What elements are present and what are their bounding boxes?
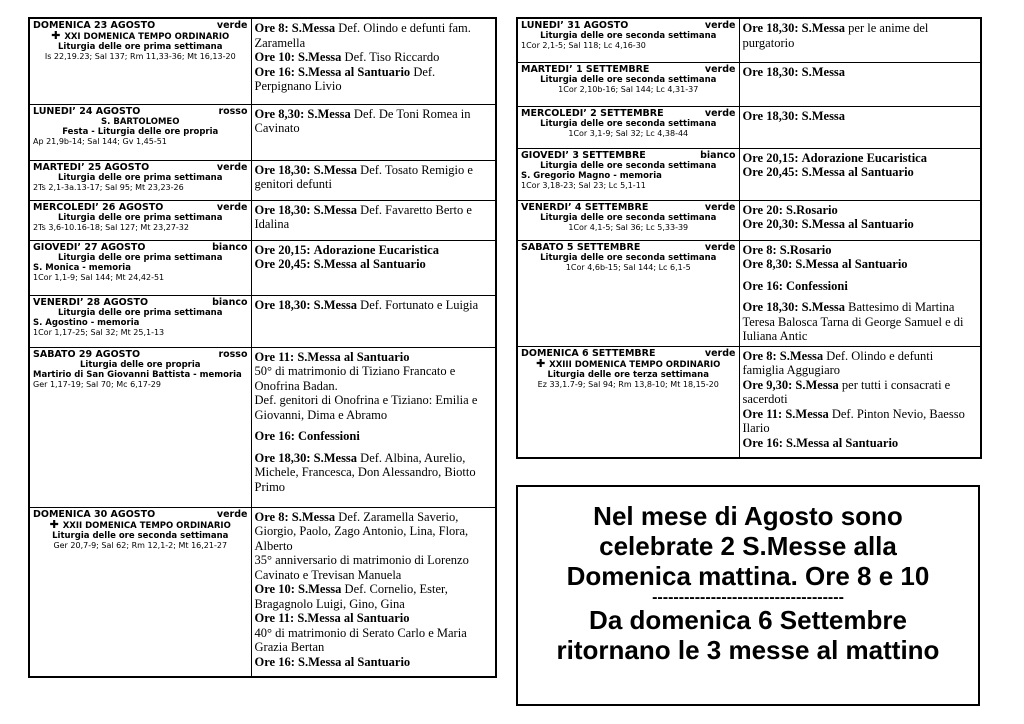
readings: Is 22,19.23; Sal 137; Rm 11,33-36; Mt 16,13-20 [44, 52, 236, 61]
liturgy-week: Liturgia delle ore prima settimana [58, 307, 223, 318]
schedule-row [29, 347, 496, 507]
liturgical-color: rosso [218, 348, 248, 360]
cross-icon: ✚ [49, 517, 63, 531]
liturgy-week: Liturgia delle ore prima settimana [58, 212, 223, 223]
liturgy-week: Liturgia delle ore seconda settimana [540, 118, 717, 129]
mass-entry [255, 364, 493, 393]
mass-entry [255, 553, 493, 582]
liturgical-color: verde [704, 241, 736, 253]
mass-description: S.Messa Def. Olindo e defunti famiglia Aggugiaro [742, 348, 934, 377]
mass-entry [743, 279, 978, 294]
mass-description: S.Messa Def. Favaretto Berto e Idalina [254, 202, 472, 231]
day-header [521, 150, 736, 161]
cross-icon: ✚ [536, 356, 550, 370]
schedule-row [517, 148, 981, 200]
day-title: MARTEDI’ 1 SETTEMBRE [521, 63, 650, 75]
mass-time: Ore 18,30: [254, 297, 311, 312]
liturgical-color: verde [704, 107, 736, 119]
liturgy-week: Liturgia delle ore propria [79, 359, 201, 370]
day-subtitle [33, 517, 248, 531]
day-header [521, 348, 736, 359]
mass-entry [255, 163, 493, 192]
saint-memorial: S. Agostino - memoria [33, 317, 140, 328]
mass-time: Ore 16: [254, 654, 295, 669]
day-header [33, 106, 248, 117]
day-info-cell [517, 106, 739, 148]
masses-cell [739, 18, 981, 62]
mass-entry [255, 655, 493, 670]
mass-description: S.Messa per le anime del purgatorio [742, 21, 929, 50]
right-schedule-table [516, 17, 982, 459]
day-header [33, 162, 248, 173]
liturgical-color: bianco [212, 296, 248, 308]
mass-entry [255, 451, 493, 495]
mass-description: S.Messa Def. Tosato Remigio e genitori defunti [254, 162, 473, 191]
mass-time: Ore 16: [254, 64, 295, 79]
day-title: DOMENICA 30 AGOSTO [33, 508, 156, 520]
masses-cell [739, 200, 981, 240]
mass-description: 50° di matrimonio di Tiziano Francato e Onofrina Badan. [254, 364, 456, 393]
readings: Ez 33,1.7-9; Sal 94; Rm 13,8-10; Mt 18,15-20 [537, 379, 719, 389]
saint-memorial: Martirio di San Giovanni Battista - memoria [33, 369, 242, 380]
schedule-row [517, 346, 981, 458]
day-title: MARTEDI’ 25 AGOSTO [33, 161, 150, 173]
liturgical-color: verde [216, 161, 248, 173]
day-title: SABATO 5 SETTEMBRE [521, 241, 641, 253]
liturgy-week: Liturgia delle ore terza settimana [547, 369, 709, 380]
day-header [33, 20, 248, 31]
mass-time: Ore 8,30: [254, 106, 305, 121]
day-info-cell [517, 346, 739, 458]
day-subtitle-text: XXIII DOMENICA TEMPO ORDINARIO [549, 359, 721, 370]
readings: Ger 1,17-19; Sal 70; Mc 6,17-29 [33, 379, 161, 389]
mass-entry [255, 65, 493, 94]
mass-entry [743, 217, 978, 232]
day-header [521, 20, 736, 31]
readings: 1Cor 4,6b-15; Sal 144; Lc 6,1-5 [565, 262, 691, 272]
mass-time: Ore 20,15: [742, 150, 799, 165]
liturgical-color: verde [216, 508, 248, 520]
schedule-row [29, 200, 496, 240]
masses-cell [251, 295, 496, 347]
day-info-cell [29, 240, 251, 295]
readings: 1Cor 2,10b-16; Sal 144; Lc 4,31-37 [558, 84, 699, 94]
mass-time: Ore 18,30: [254, 202, 311, 217]
day-header [33, 297, 248, 308]
mass-time: Ore 8: [742, 348, 777, 363]
mass-entry [255, 429, 493, 444]
day-title: SABATO 29 AGOSTO [33, 348, 141, 360]
day-title: DOMENICA 23 AGOSTO [33, 20, 156, 31]
day-title: MERCOLEDI’ 2 SETTEMBRE [521, 107, 664, 119]
mass-description: S.Rosario [779, 242, 832, 257]
liturgical-color: rosso [218, 105, 248, 117]
mass-time: Ore 18,30: [742, 108, 799, 123]
schedule-row [517, 106, 981, 148]
mass-time: Ore 16: [742, 435, 783, 450]
masses-cell [739, 346, 981, 458]
day-title: MERCOLEDI’ 26 AGOSTO [33, 201, 164, 213]
notice-box [516, 485, 980, 706]
day-subtitle-text: Festa - Liturgia delle ore propria [62, 126, 219, 137]
mass-description: S.Messa Def. Fortunato e Luigia [313, 297, 479, 312]
mass-entry [743, 151, 978, 166]
saint-memorial: S. Monica - memoria [33, 262, 131, 273]
mass-entry [255, 611, 493, 626]
readings: 1Cor 3,18-23; Sal 23; Lc 5,1-11 [521, 180, 646, 190]
mass-description: S.Messa [801, 64, 846, 79]
day-info-cell [29, 200, 251, 240]
readings: 1Cor 4,1-5; Sal 36; Lc 5,33-39 [568, 222, 689, 232]
readings: 2Ts 2,1-3a.13-17; Sal 95; Mt 23,23-26 [33, 182, 184, 192]
mass-time: Ore 11: [254, 349, 295, 364]
liturgical-color: verde [704, 20, 736, 31]
liturgy-week: Liturgia delle ore prima settimana [58, 172, 223, 183]
day-header [33, 349, 248, 360]
readings: Ap 21,9b-14; Sal 144; Gv 1,45-51 [33, 136, 167, 146]
day-title: DOMENICA 6 SETTEMBRE [521, 347, 656, 359]
mass-entry [255, 626, 493, 655]
mass-entry [255, 243, 493, 258]
day-header [521, 108, 736, 119]
day-subtitle [33, 117, 248, 127]
mass-entry [743, 165, 978, 180]
liturgical-color: verde [216, 20, 248, 31]
readings: Ger 20,7-9; Sal 62; Rm 12,1-2; Mt 16,21-27 [53, 540, 228, 550]
mass-time: Ore 18,30: [742, 64, 799, 79]
liturgical-color: verde [704, 63, 736, 75]
day-header [521, 242, 736, 253]
mass-entry [255, 50, 493, 65]
masses-cell [739, 240, 981, 346]
schedule-row [29, 104, 496, 160]
mass-entry [255, 298, 493, 313]
saint-memorial: S. Gregorio Magno - memoria [521, 170, 662, 181]
liturgy-week: Liturgia delle ore seconda settimana [540, 160, 717, 171]
mass-entry [255, 203, 493, 232]
day-subtitle-text: S. BARTOLOMEO [101, 116, 180, 127]
masses-cell [251, 200, 496, 240]
mass-entry [255, 393, 493, 422]
masses-cell [251, 104, 496, 160]
mass-entry [255, 350, 493, 365]
liturgy-week: Liturgia delle ore seconda settimana [52, 530, 229, 541]
mass-entry [743, 109, 978, 124]
mass-description: S.Messa al Santuario [298, 654, 411, 669]
mass-time: Ore 20: [742, 202, 783, 217]
masses-cell [739, 148, 981, 200]
day-subtitle [521, 356, 736, 370]
mass-description: S.Rosario [786, 202, 838, 217]
liturgical-color: bianco [212, 241, 248, 253]
masses-cell [251, 507, 496, 677]
day-info-cell [517, 240, 739, 346]
mass-time: Ore 10: [254, 50, 295, 64]
mass-description: S.Messa al Santuario [313, 257, 426, 271]
mass-description: S.Messa Def. Tiso Riccardo [298, 50, 440, 64]
day-header [521, 202, 736, 213]
mass-time: Ore 16: [742, 278, 783, 293]
mass-entry [743, 300, 978, 344]
mass-description: Def. genitori di Onofrina e Tiziano: Emilia e Giovanni, Dima e Abramo [254, 393, 478, 422]
mass-time: Ore 16: [254, 429, 295, 443]
day-header [33, 509, 248, 520]
mass-description: S.Messa al Santuario [297, 349, 410, 364]
schedule-row [29, 507, 496, 677]
day-title: VENERDI’ 4 SETTEMBRE [521, 201, 649, 213]
mass-description: 35° anniversario di matrimonio di Lorenzo Cavinato e Trevisan Manuela [254, 553, 469, 582]
mass-description: Confessioni [298, 429, 360, 443]
day-info-cell [517, 62, 739, 106]
mass-time: Ore 18,30: [742, 300, 799, 314]
mass-entry [743, 65, 978, 80]
schedule-row [29, 160, 496, 200]
masses-cell [251, 240, 496, 295]
mass-description: S.Messa al Santuario [786, 435, 899, 450]
mass-time: Ore 11: [742, 406, 783, 421]
mass-description: S.Messa al Santuario [795, 257, 908, 271]
mass-time: Ore 18,30: [254, 450, 311, 465]
mass-time: Ore 11: [254, 611, 295, 625]
day-info-cell [29, 347, 251, 507]
masses-cell [251, 160, 496, 200]
day-header [33, 202, 248, 213]
day-info-cell [29, 295, 251, 347]
mass-description: S.Messa Def. Olindo e defunti fam. Zaramella [254, 21, 471, 50]
day-info-cell [29, 507, 251, 677]
mass-entry [743, 436, 978, 451]
mass-time: Ore 20,45: [254, 257, 311, 271]
mass-description: S.Messa al Santuario [801, 217, 914, 231]
mass-description: Confessioni [786, 278, 848, 293]
mass-description: S.Messa Def. Cornelio, Ester, Bragagnolo Luigi, Gino, Gina [254, 582, 448, 611]
day-subtitle-text: XXII DOMENICA TEMPO ORDINARIO [62, 520, 231, 531]
mass-time: Ore 20,15: [254, 242, 311, 257]
mass-entry [743, 407, 978, 436]
mass-time: Ore 20,45: [742, 165, 799, 179]
liturgy-week: Liturgia delle ore prima settimana [58, 252, 223, 263]
readings: 1Cor 3,1-9; Sal 32; Lc 4,38-44 [568, 128, 689, 138]
readings: 2Ts 3,6-10.16-18; Sal 127; Mt 23,27-32 [33, 222, 189, 232]
liturgy-week: Liturgia delle ore seconda settimana [540, 31, 717, 41]
schedule-row [517, 200, 981, 240]
day-title: VENERDI’ 28 AGOSTO [33, 296, 149, 308]
mass-time: Ore 9,30: [742, 377, 793, 392]
mass-description: 40° di matrimonio di Serato Carlo e Maria Grazia Bertan [254, 625, 467, 654]
mass-entry [743, 257, 978, 272]
day-info-cell [29, 160, 251, 200]
day-info-cell [29, 104, 251, 160]
masses-cell [739, 106, 981, 148]
mass-description: S.Messa al Santuario Def. Perpignano Livio [254, 64, 436, 93]
schedule-row [29, 240, 496, 295]
notice-separator: ------------------------------------ [652, 589, 844, 606]
readings: 1Cor 1,17-25; Sal 32; Mt 25,1-13 [33, 327, 165, 337]
day-subtitle [33, 127, 248, 137]
liturgical-color: bianco [700, 149, 736, 161]
liturgy-week: Liturgia delle ore prima settimana [58, 42, 223, 52]
day-title: LUNEDI’ 24 AGOSTO [33, 105, 141, 117]
day-title: GIOVEDI’ 27 AGOSTO [33, 241, 146, 253]
schedule-row [29, 295, 496, 347]
mass-entry [743, 349, 978, 378]
mass-description: S.Messa Battesimo di Martina Teresa Balosca Tarna di George Samuel e di Iuliana Antic [742, 300, 964, 343]
masses-cell [251, 347, 496, 507]
mass-time: Ore 18,30: [742, 21, 799, 35]
mass-entry [255, 107, 493, 136]
day-header [33, 242, 248, 253]
schedule-row [517, 240, 981, 346]
mass-description: S.Messa Def. De Toni Romea in Cavinato [254, 106, 471, 135]
mass-description: Adorazione Eucaristica [313, 242, 439, 257]
mass-description: S.Messa Def. Zaramella Saverio, Giorgio, Paolo, Zago Antonio, Lina, Flora, Alberto [254, 509, 469, 553]
mass-description: S.Messa Def. Pinton Nevio, Baesso Ilario [742, 406, 965, 435]
day-subtitle-text: XXI DOMENICA TEMPO ORDINARIO [64, 32, 230, 42]
readings: 1Cor 1,1-9; Sal 144; Mt 24,42-51 [33, 272, 165, 282]
masses-cell [251, 18, 496, 104]
mass-entry [743, 203, 978, 218]
mass-entry [255, 257, 493, 272]
day-subtitle [33, 31, 248, 42]
day-header [521, 64, 736, 75]
mass-time: Ore 8: [254, 509, 289, 524]
left-schedule-table [28, 17, 497, 678]
schedule-row [517, 62, 981, 106]
day-info-cell [517, 200, 739, 240]
mass-time: Ore 8: [742, 242, 777, 257]
notice-line-2: Da domenica 6 Settembre ritornano le 3 messe al mattino [556, 605, 940, 665]
mass-entry [743, 378, 978, 407]
mass-entry [255, 582, 493, 611]
mass-time: Ore 10: [254, 582, 295, 596]
liturgy-week: Liturgia delle ore seconda settimana [540, 252, 717, 263]
mass-description: Adorazione Eucaristica [801, 150, 927, 165]
mass-time: Ore 20,30: [742, 217, 799, 231]
mass-time: Ore 8,30: [742, 257, 793, 271]
day-info-cell [517, 18, 739, 62]
liturgical-color: verde [704, 201, 736, 213]
readings: 1Cor 2,1-5; Sal 118; Lc 4,16-30 [521, 41, 646, 50]
mass-description: S.Messa al Santuario [801, 165, 914, 179]
mass-entry [255, 21, 493, 50]
mass-entry [743, 243, 978, 258]
mass-time: Ore 8: [254, 21, 289, 35]
mass-description: S.Messa al Santuario [297, 611, 410, 625]
day-title: LUNEDI’ 31 AGOSTO [521, 20, 629, 31]
mass-entry [743, 21, 978, 50]
cross-icon: ✚ [51, 29, 65, 42]
day-info-cell [29, 18, 251, 104]
liturgical-color: verde [216, 201, 248, 213]
mass-description: S.Messa [801, 108, 846, 123]
schedule-row [517, 18, 981, 62]
day-title: GIOVEDI’ 3 SETTEMBRE [521, 149, 646, 161]
masses-cell [739, 62, 981, 106]
mass-description: S.Messa Def. Albina, Aurelio, Michele, Francesca, Don Alessandro, Biotto Primo [254, 450, 476, 494]
notice-line-1: Nel mese di Agosto sono celebrate 2 S.Messe alla Domenica mattina. Ore 8 e 10 [566, 501, 930, 591]
mass-description: S.Messa per tutti i consacrati e sacerdoti [742, 377, 951, 406]
liturgy-week: Liturgia delle ore seconda settimana [540, 212, 717, 223]
liturgy-week: Liturgia delle ore seconda settimana [540, 74, 717, 85]
mass-time: Ore 18,30: [254, 162, 311, 177]
schedule-row [29, 18, 496, 104]
day-info-cell [517, 148, 739, 200]
mass-entry [255, 510, 493, 554]
liturgical-color: verde [704, 347, 736, 359]
